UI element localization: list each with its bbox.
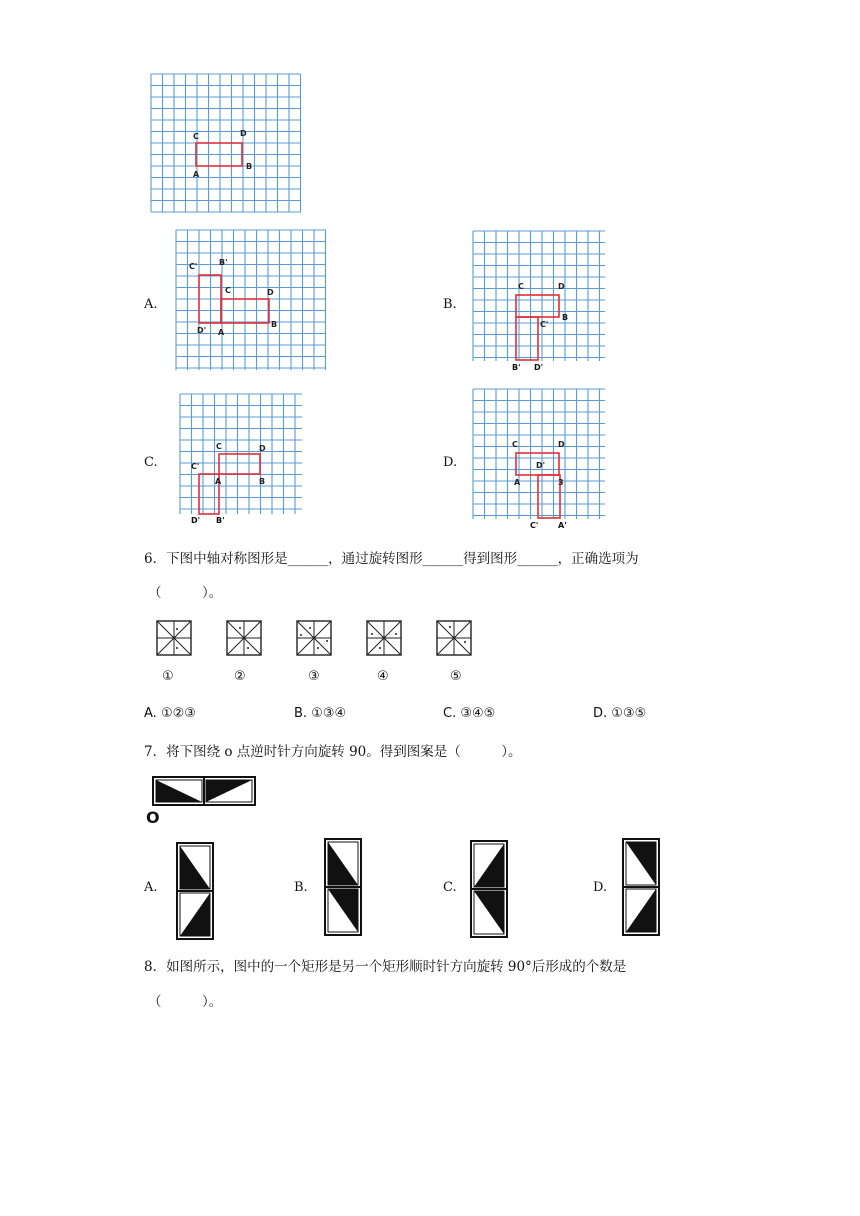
choice-value: ①②③ — [160, 706, 196, 721]
q7-option-a-pattern[interactable] — [176, 842, 214, 944]
q7-option-b-letter[interactable]: B. — [294, 880, 308, 895]
label-d: D — [558, 440, 565, 449]
q6-shape-label-2: ② — [234, 669, 246, 684]
label-b-prime: B' — [216, 516, 225, 525]
label-c-prime: C' — [191, 462, 200, 471]
label-d: D — [240, 129, 247, 138]
q5-option-d-grid[interactable] — [472, 388, 606, 530]
choice-value: ①③⑤ — [611, 706, 647, 721]
label-c: C — [512, 440, 518, 449]
label-c-prime: C' — [540, 320, 549, 329]
q6-shape-3 — [296, 620, 332, 660]
label-d-prime: D' — [534, 363, 544, 372]
grid-svg — [472, 230, 606, 362]
q5-option-a-letter[interactable]: A. — [144, 297, 158, 312]
label-b: B — [246, 162, 253, 171]
choice-value: ①③④ — [311, 706, 347, 721]
q7-pivot-label: O — [146, 808, 160, 827]
q6-shape-5 — [436, 620, 472, 660]
label-b: B — [562, 313, 569, 322]
q5-option-b-letter[interactable]: B. — [443, 297, 457, 312]
q5-original-grid — [150, 73, 302, 213]
label-d: D — [558, 282, 565, 291]
label-c: C — [193, 132, 199, 141]
q6-question-text: 6．下图中轴对称图形是______，通过旋转图形______得到图形______，正确选项为 — [144, 551, 639, 567]
q5-option-b-grid[interactable] — [472, 230, 606, 372]
q7-option-d-pattern[interactable] — [622, 838, 660, 940]
q5-option-c-letter[interactable]: C. — [144, 455, 158, 470]
label-c-prime: C' — [189, 262, 198, 271]
q7-option-d-letter[interactable]: D. — [593, 880, 608, 895]
label-b: B — [271, 320, 278, 329]
q6-choice-c[interactable] — [443, 706, 495, 721]
q6-shape-label-1: ① — [162, 669, 174, 684]
q6-choice-d[interactable] — [593, 706, 646, 721]
label-c-prime: C' — [530, 521, 539, 530]
q8-answer-paren: （ ）。 — [148, 994, 223, 1010]
label-d-prime: D' — [536, 461, 546, 470]
choice-value: ③④⑤ — [460, 706, 496, 721]
q7-question-text: 7．将下图绕 o 点逆时针方向旋转 90。得到图案是（ ）。 — [144, 744, 522, 760]
choice-letter: D. — [593, 706, 608, 721]
label-c: C — [518, 282, 524, 291]
q7-option-a-letter[interactable]: A. — [144, 880, 158, 895]
label-b-prime: B' — [219, 258, 228, 267]
label-a: A — [514, 478, 521, 487]
q6-shape-2 — [226, 620, 262, 660]
label-a: A — [215, 477, 222, 486]
label-d-prime: D' — [191, 516, 201, 525]
q6-shape-label-5: ⑤ — [450, 669, 462, 684]
label-c: C — [216, 442, 222, 451]
label-a-prime: A' — [558, 521, 567, 530]
label-c: C — [225, 286, 231, 295]
q5-option-a-grid[interactable] — [175, 229, 327, 371]
label-b: 3 — [558, 478, 564, 487]
q8-question-text: 8．如图所示，图中的一个矩形是另一个矩形顺时针方向旋转 90°后形成的个数是 — [144, 959, 627, 975]
label-b: B — [259, 477, 266, 486]
label-a: A — [218, 328, 225, 337]
label-d-prime: D' — [197, 326, 207, 335]
q6-choice-b[interactable] — [294, 706, 346, 721]
label-d: D — [259, 444, 266, 453]
q7-option-c-letter[interactable]: C. — [443, 880, 457, 895]
q6-choice-a[interactable] — [144, 706, 196, 721]
choice-letter: C. — [443, 706, 457, 721]
grid-svg — [179, 393, 303, 515]
q7-option-c-pattern[interactable] — [470, 840, 508, 942]
q5-option-c-grid[interactable] — [179, 393, 303, 525]
grid-svg — [150, 73, 302, 213]
label-d: D — [267, 288, 274, 297]
q6-shape-4 — [366, 620, 402, 660]
q5-option-d-letter[interactable]: D. — [443, 455, 458, 470]
grid-svg — [175, 229, 327, 371]
label-a: A — [193, 170, 200, 179]
choice-letter: A. — [144, 706, 157, 721]
grid-svg — [472, 388, 606, 520]
q6-answer-paren: （ ）。 — [148, 585, 223, 601]
q7-option-b-pattern[interactable] — [324, 838, 362, 940]
q6-shape-label-3: ③ — [308, 669, 320, 684]
q6-shape-label-4: ④ — [377, 669, 389, 684]
label-b-prime: B' — [512, 363, 521, 372]
q6-shape-1 — [156, 620, 192, 660]
q7-original-pattern — [152, 776, 256, 810]
choice-letter: B. — [294, 706, 308, 721]
